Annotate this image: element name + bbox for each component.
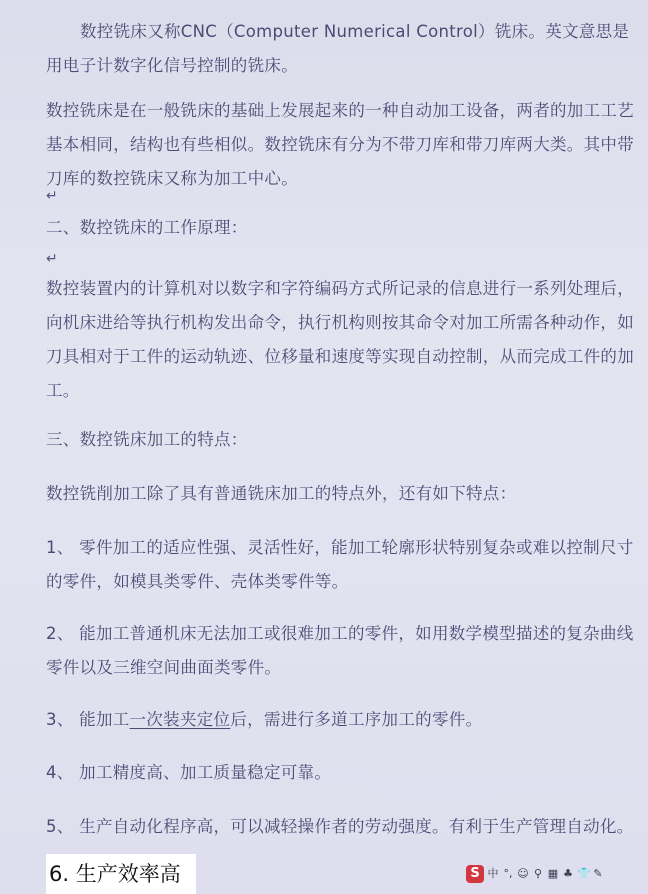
ime-voice-icon[interactable]: ⚲ (533, 867, 543, 880)
ime-tools-icon[interactable]: ✎ (593, 867, 603, 880)
paragraph-features-intro: 数控铣削加工除了具有普通铣床加工的特点外，还有如下特点： (46, 484, 517, 503)
list-item-3-prefix: 3、 能加工 (46, 710, 130, 729)
paragraph-mark: ↵ (46, 188, 58, 204)
ime-chinese-mode-icon[interactable]: 中 (487, 867, 499, 880)
list-item-5: 5、 生产自动化程序高，可以减轻操作者的劳动强度。有利于生产管理自动化。 (46, 817, 634, 836)
ime-keyboard-icon[interactable]: ▦ (547, 867, 559, 880)
caption-overlay: 6. 生产效率高 (46, 854, 196, 894)
list-item-3-underlined: 一次装夹定位 (129, 710, 231, 729)
list-item-4: 4、 加工精度高、加工质量稳定可靠。 (46, 763, 332, 782)
list-item-3-suffix: 后，需进行多道工序加工的零件。 (230, 710, 483, 729)
paragraph-intro: 数控铣床又称CNC（Computer Numerical Control）铣床。英文意思是用电子计数字化信号控制的铣床。 (46, 22, 630, 75)
ime-punctuation-icon[interactable]: °, (503, 867, 513, 880)
paragraph-working-principle: 数控装置内的计算机对以数字和字符编码方式所记录的信息进行一系列处理后，向机床进给等执行机构发出命令，执行机构则按其命令对加工所需各种动作，如刀具相对于工件的运动轨迹、位移量和速度等实现自动控制，从而完成工件的加工。 (46, 279, 634, 400)
heading-working-principle: 二、数控铣床的工作原理： (46, 218, 248, 237)
ime-logo-icon[interactable]: S (466, 865, 484, 883)
list-item-1: 1、 零件加工的适应性强、灵活性好，能加工轮廓形状特别复杂或难以控制尺寸的零件，如模具类零件、壳体类零件等。 (46, 538, 634, 591)
ime-toolbar[interactable] (466, 864, 606, 884)
list-item-2: 2、 能加工普通机床无法加工或很难加工的零件，如用数学模型描述的复杂曲线零件以及三维空间曲面类零件。 (46, 624, 634, 677)
ime-emoji-icon[interactable]: ☺ (517, 867, 529, 880)
paragraph-definition: 数控铣床是在一般铣床的基础上发展起来的一种自动加工设备，两者的加工工艺基本相同，结构也有些相似。数控铣床有分为不带刀库和带刀库两大类。其中带刀库的数控铣床又称为加工中心。 (46, 101, 634, 188)
ime-shirt-icon[interactable]: 👕 (577, 867, 591, 880)
list-item-3 (46, 703, 638, 737)
ime-skin-icon[interactable]: ♣ (563, 867, 573, 880)
paragraph-mark: ↵ (46, 251, 58, 267)
heading-machining-features: 三、数控铣床加工的特点： (46, 430, 248, 449)
